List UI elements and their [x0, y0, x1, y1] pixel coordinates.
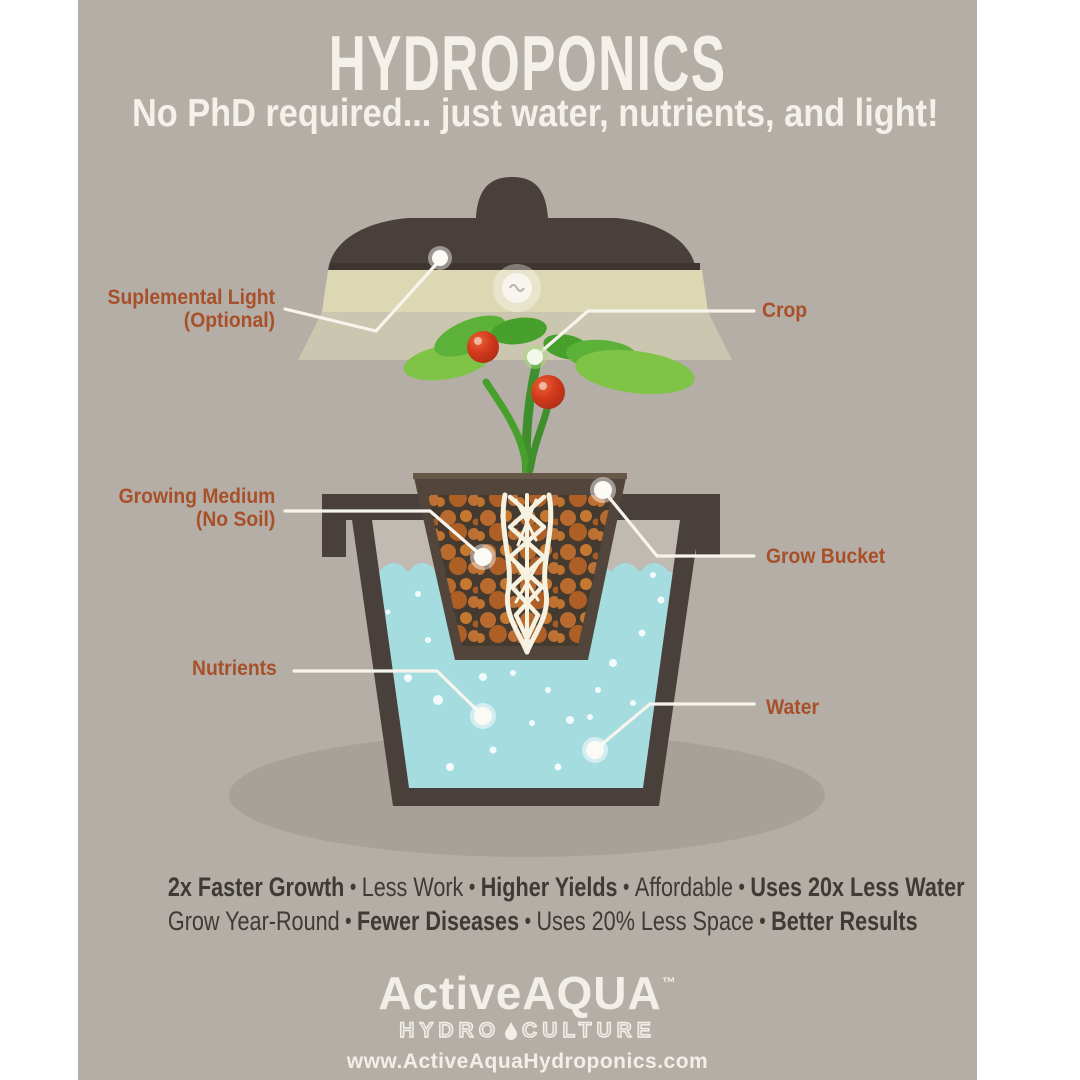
bullet-separator: • [738, 874, 745, 899]
tomato-fruit [467, 331, 499, 363]
benefit: Uses 20% Less Space [536, 906, 754, 936]
bullet-separator: • [623, 874, 630, 899]
benefit: Fewer Diseases [356, 906, 520, 936]
label-nutrients: Nutrients [192, 657, 277, 680]
benefit: Less Work [361, 872, 464, 902]
tomato-fruit [531, 375, 565, 409]
benefit: Better Results [771, 906, 918, 936]
page-subtitle: No PhD required... just water, nutrients, and light! [131, 92, 939, 135]
benefit: 2x Faster Growth [167, 872, 345, 902]
benefits-line-1 [167, 872, 965, 902]
label-grow-bucket: Grow Bucket [766, 545, 886, 568]
label-water: Water [766, 696, 819, 719]
benefit: Affordable [634, 872, 734, 902]
label-crop: Crop [762, 299, 808, 322]
bullet-separator: • [524, 908, 531, 933]
tagline-culture: CULTURE [522, 1019, 656, 1042]
benefit: Grow Year-Round [167, 906, 340, 936]
bullet-separator: • [759, 908, 766, 933]
page-title: HYDROPONICS [328, 19, 727, 107]
brand-name: ActiveAQUA [378, 967, 662, 1019]
bullet-separator: • [468, 874, 476, 899]
label-supplemental-light: Suplemental Light (Optional) [107, 286, 275, 332]
bullet-separator: • [345, 908, 352, 933]
tagline-hydro: HYDRO [399, 1019, 501, 1042]
trademark-symbol: ™ [661, 974, 677, 990]
label-growing-medium: Growing Medium (No Soil) [118, 485, 275, 531]
benefit: Higher Yields [480, 872, 618, 902]
bullet-separator: • [349, 874, 357, 899]
brand-tagline [78, 1020, 977, 1041]
website-url: www.ActiveAquaHydroponics.com [346, 1050, 709, 1073]
benefits-line-2 [167, 906, 918, 936]
benefit: Uses 20x Less Water [750, 872, 965, 902]
hydroponics-poster [78, 0, 977, 1080]
brand-logo [78, 967, 977, 1019]
water-drop-icon [500, 1021, 522, 1041]
